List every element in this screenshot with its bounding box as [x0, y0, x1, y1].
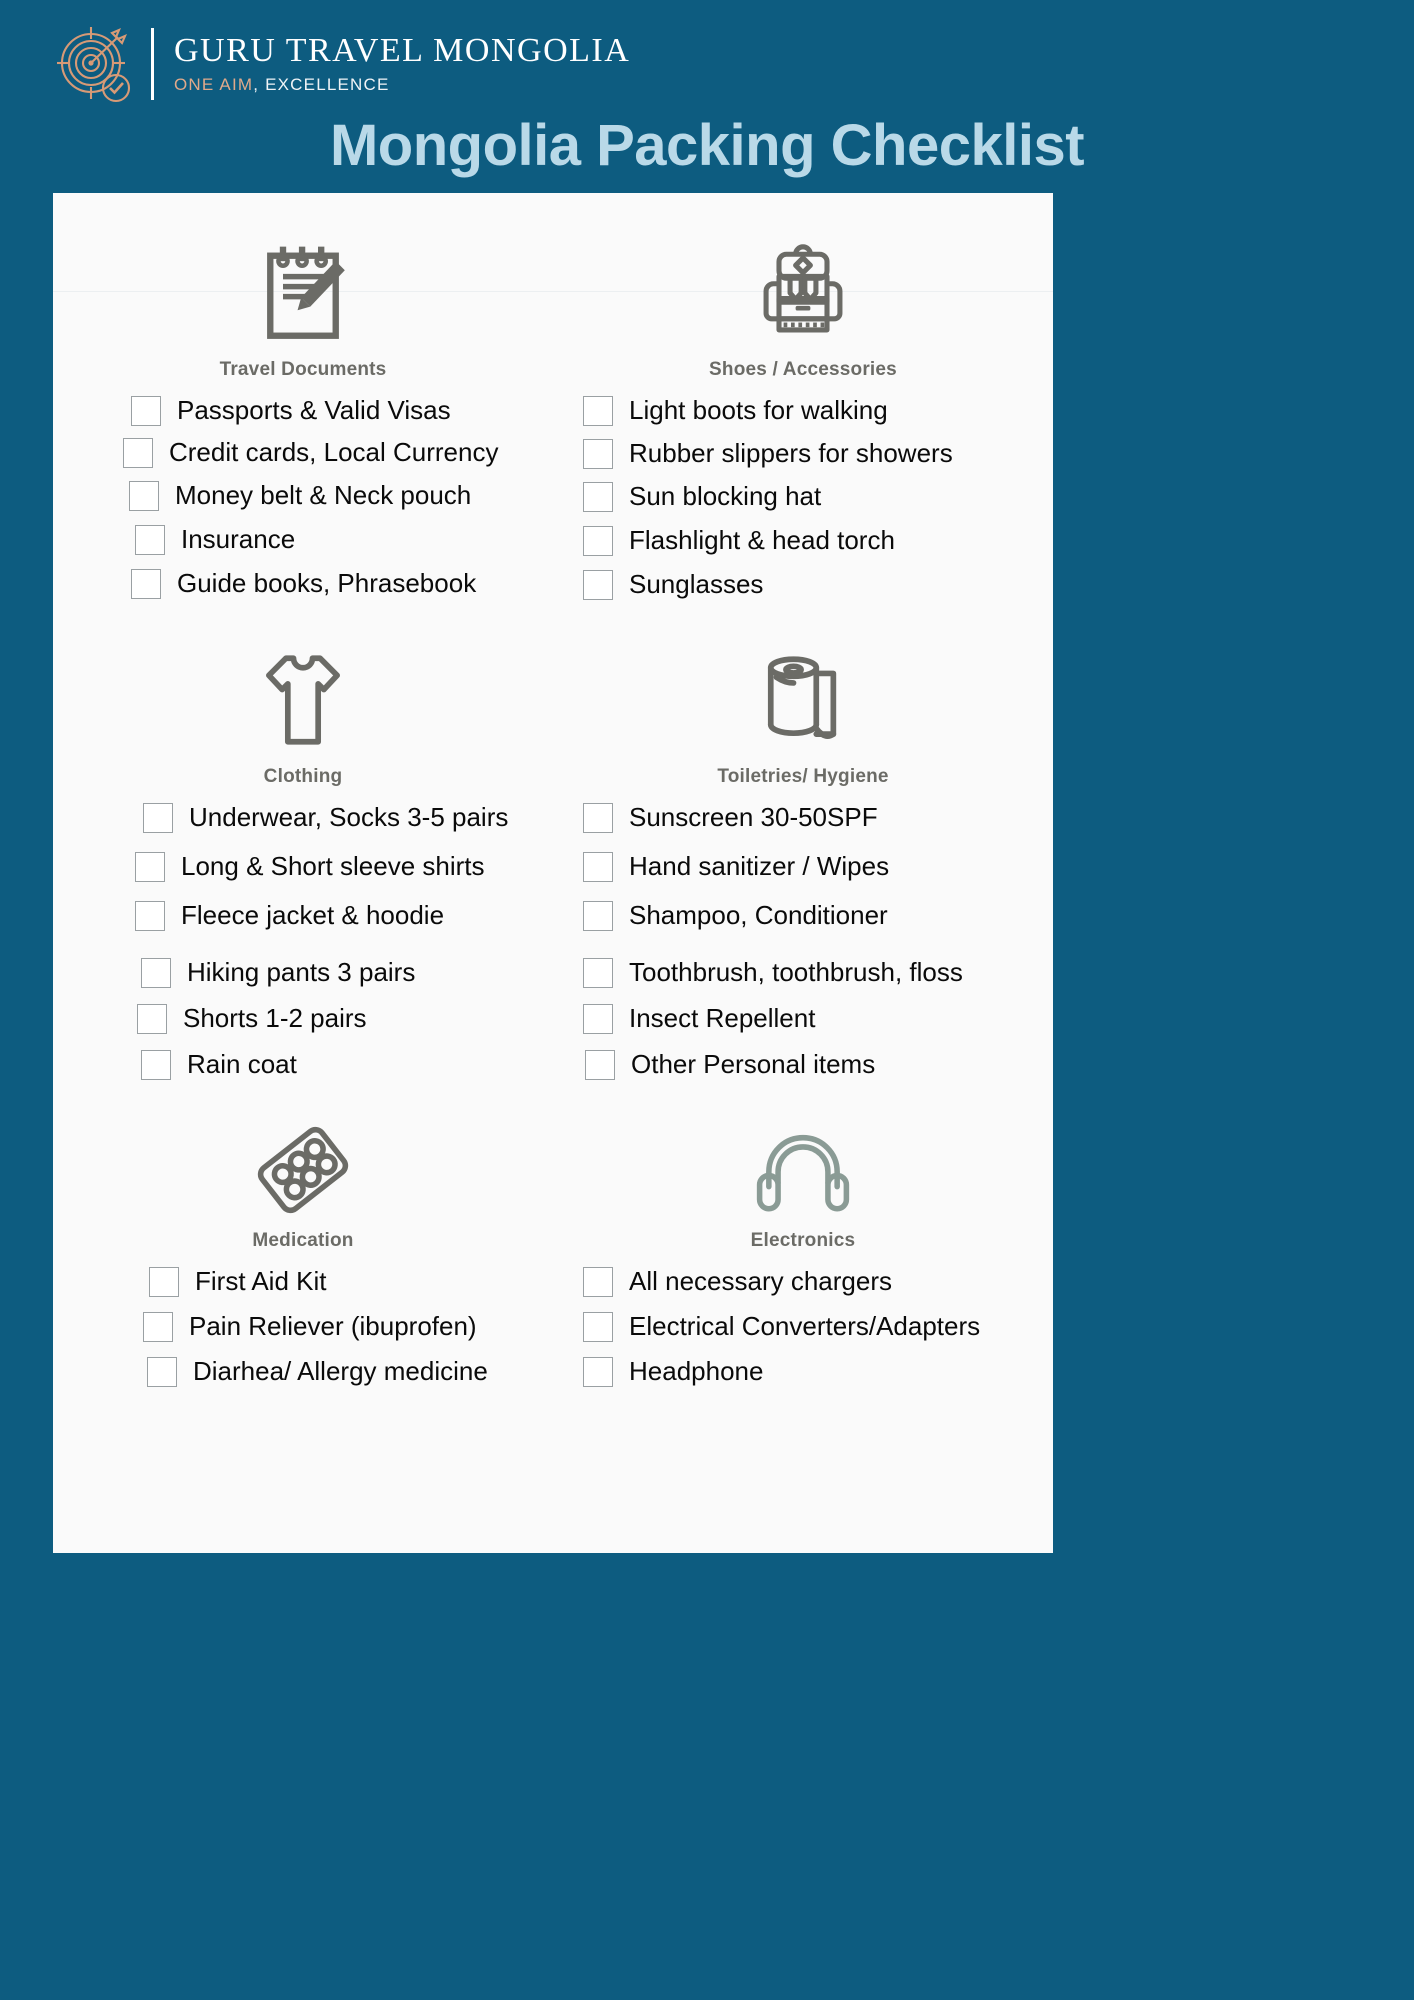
- section-shoes-accessories: [553, 235, 1053, 600]
- page-title: Mongolia Packing Checklist: [329, 113, 1085, 178]
- checklist-items: [63, 1266, 543, 1387]
- checkbox[interactable]: [583, 1004, 613, 1034]
- list-item-label: Light boots for walking: [629, 395, 888, 425]
- list-item[interactable]: [583, 900, 1043, 931]
- list-item[interactable]: [585, 1049, 1043, 1080]
- section-travel-documents: [53, 235, 553, 600]
- brand-tagline: [174, 75, 630, 95]
- section-electronics: [553, 1080, 1053, 1387]
- checkbox[interactable]: [583, 439, 613, 469]
- list-item-label: Flashlight & head torch: [629, 525, 895, 555]
- checkbox[interactable]: [123, 438, 153, 468]
- checkbox[interactable]: [583, 852, 613, 882]
- checkbox[interactable]: [583, 803, 613, 833]
- list-item-label: Sun blocking hat: [629, 481, 822, 511]
- checkbox[interactable]: [143, 1312, 173, 1342]
- list-item[interactable]: [135, 900, 543, 931]
- checklist-items: [563, 1266, 1043, 1387]
- list-item[interactable]: [135, 524, 543, 555]
- notepad-pencil-icon: [63, 235, 543, 343]
- backpack-icon: [563, 235, 1043, 343]
- brand-name: GURU TRAVEL MONGOLIA: [174, 32, 631, 70]
- checkbox[interactable]: [143, 803, 173, 833]
- checkbox[interactable]: [583, 482, 613, 512]
- toilet-paper-roll-icon: [563, 628, 1043, 750]
- brand-divider: [151, 28, 154, 100]
- checklist-items: [63, 395, 543, 599]
- list-item-label: Rubber slippers for showers: [629, 438, 953, 468]
- list-item-label: Sunglasses: [629, 569, 764, 599]
- checkbox[interactable]: [141, 1050, 171, 1080]
- list-item[interactable]: [583, 525, 1043, 556]
- list-item-label: Headphone: [629, 1356, 764, 1386]
- checkbox[interactable]: [149, 1267, 179, 1297]
- list-item[interactable]: [131, 568, 543, 599]
- list-item-label: Credit cards, Local Currency: [169, 437, 499, 467]
- checkbox[interactable]: [131, 396, 161, 426]
- checkbox[interactable]: [131, 569, 161, 599]
- list-item[interactable]: [143, 1311, 543, 1342]
- section-clothing: [53, 600, 553, 1080]
- list-item[interactable]: [149, 1266, 543, 1297]
- list-item-label: All necessary chargers: [629, 1266, 892, 1296]
- list-item-label: Long & Short sleeve shirts: [181, 851, 485, 881]
- list-item[interactable]: [583, 1003, 1043, 1034]
- list-item-label: Passports & Valid Visas: [177, 395, 451, 425]
- list-item[interactable]: [147, 1356, 543, 1387]
- list-item-label: Hand sanitizer / Wipes: [629, 851, 890, 881]
- list-item-label: Insect Repellent: [629, 1003, 816, 1033]
- section-title: Electronics: [750, 1230, 856, 1251]
- list-item-label: Shampoo, Conditioner: [629, 900, 888, 930]
- checklist-items: [63, 802, 543, 1080]
- list-item[interactable]: [583, 395, 1043, 426]
- section-medication: [53, 1080, 553, 1387]
- checkbox[interactable]: [135, 901, 165, 931]
- checkbox[interactable]: [135, 525, 165, 555]
- list-item-label: Underwear, Socks 3-5 pairs: [189, 802, 509, 832]
- list-item-label: Sunscreen 30-50SPF: [629, 802, 878, 832]
- list-item[interactable]: [583, 1311, 1043, 1342]
- pill-blister-pack-icon: [63, 1106, 543, 1218]
- list-item[interactable]: [137, 1003, 543, 1034]
- checkbox[interactable]: [141, 958, 171, 988]
- list-item[interactable]: [141, 957, 543, 988]
- checkbox[interactable]: [129, 481, 159, 511]
- section-title: Travel Documents: [219, 359, 387, 380]
- list-item-label: Hiking pants 3 pairs: [187, 957, 416, 987]
- tshirt-icon: [63, 628, 543, 750]
- list-item[interactable]: [583, 438, 1043, 469]
- brand-lockup: [55, 22, 630, 106]
- section-title: Shoes / Accessories: [709, 359, 897, 380]
- target-arrow-check-icon: [55, 23, 137, 105]
- checkbox[interactable]: [137, 1004, 167, 1034]
- list-item-label: Other Personal items: [631, 1049, 876, 1079]
- list-item-label: Shorts 1-2 pairs: [183, 1003, 367, 1033]
- list-item-label: Money belt & Neck pouch: [175, 480, 472, 510]
- list-item[interactable]: [123, 437, 543, 468]
- checkbox[interactable]: [583, 1312, 613, 1342]
- list-item[interactable]: [583, 569, 1043, 600]
- list-item[interactable]: [141, 1049, 543, 1080]
- list-item-label: Insurance: [181, 524, 296, 554]
- list-item[interactable]: [129, 480, 543, 511]
- checklist-card: [53, 193, 1053, 1553]
- brand-tagline-lead: ONE AIM: [174, 74, 254, 94]
- list-item[interactable]: [583, 1266, 1043, 1297]
- list-item-label: Pain Reliever (ibuprofen): [189, 1311, 477, 1341]
- checkbox[interactable]: [583, 570, 613, 600]
- headphones-icon: [563, 1106, 1043, 1218]
- checkbox[interactable]: [583, 396, 613, 426]
- list-item[interactable]: [583, 481, 1043, 512]
- list-item[interactable]: [583, 1356, 1043, 1387]
- checkbox[interactable]: [583, 526, 613, 556]
- checkbox[interactable]: [147, 1357, 177, 1387]
- list-item[interactable]: [583, 957, 1043, 988]
- list-item-label: Diarhea/ Allergy medicine: [193, 1356, 488, 1386]
- section-title: Toiletries/ Hygiene: [717, 766, 889, 787]
- checklist-items: [563, 395, 1043, 600]
- list-item-label: Electrical Converters/Adapters: [629, 1311, 981, 1341]
- list-item-label: Toothbrush, toothbrush, floss: [629, 957, 963, 987]
- list-item[interactable]: [143, 802, 543, 833]
- checklist-items: [563, 802, 1043, 1080]
- checkbox[interactable]: [583, 1267, 613, 1297]
- list-item[interactable]: [583, 802, 1043, 833]
- checklist-grid: [53, 193, 1053, 1387]
- checkbox[interactable]: [583, 901, 613, 931]
- section-title: Medication: [252, 1230, 354, 1251]
- list-item-label: Fleece jacket & hoodie: [181, 900, 445, 930]
- checkbox[interactable]: [135, 852, 165, 882]
- brand-tagline-rest: , EXCELLENCE: [253, 74, 390, 94]
- list-item-label: First Aid Kit: [195, 1266, 327, 1296]
- list-item[interactable]: [131, 395, 543, 426]
- checkbox[interactable]: [583, 958, 613, 988]
- brand-text: [174, 33, 630, 95]
- section-title: Clothing: [263, 766, 343, 787]
- checkbox[interactable]: [583, 1357, 613, 1387]
- list-item-label: Rain coat: [187, 1049, 297, 1079]
- list-item[interactable]: [583, 851, 1043, 882]
- list-item[interactable]: [135, 851, 543, 882]
- list-item-label: Guide books, Phrasebook: [177, 568, 477, 598]
- section-toiletries-hygiene: [553, 600, 1053, 1080]
- checkbox[interactable]: [585, 1050, 615, 1080]
